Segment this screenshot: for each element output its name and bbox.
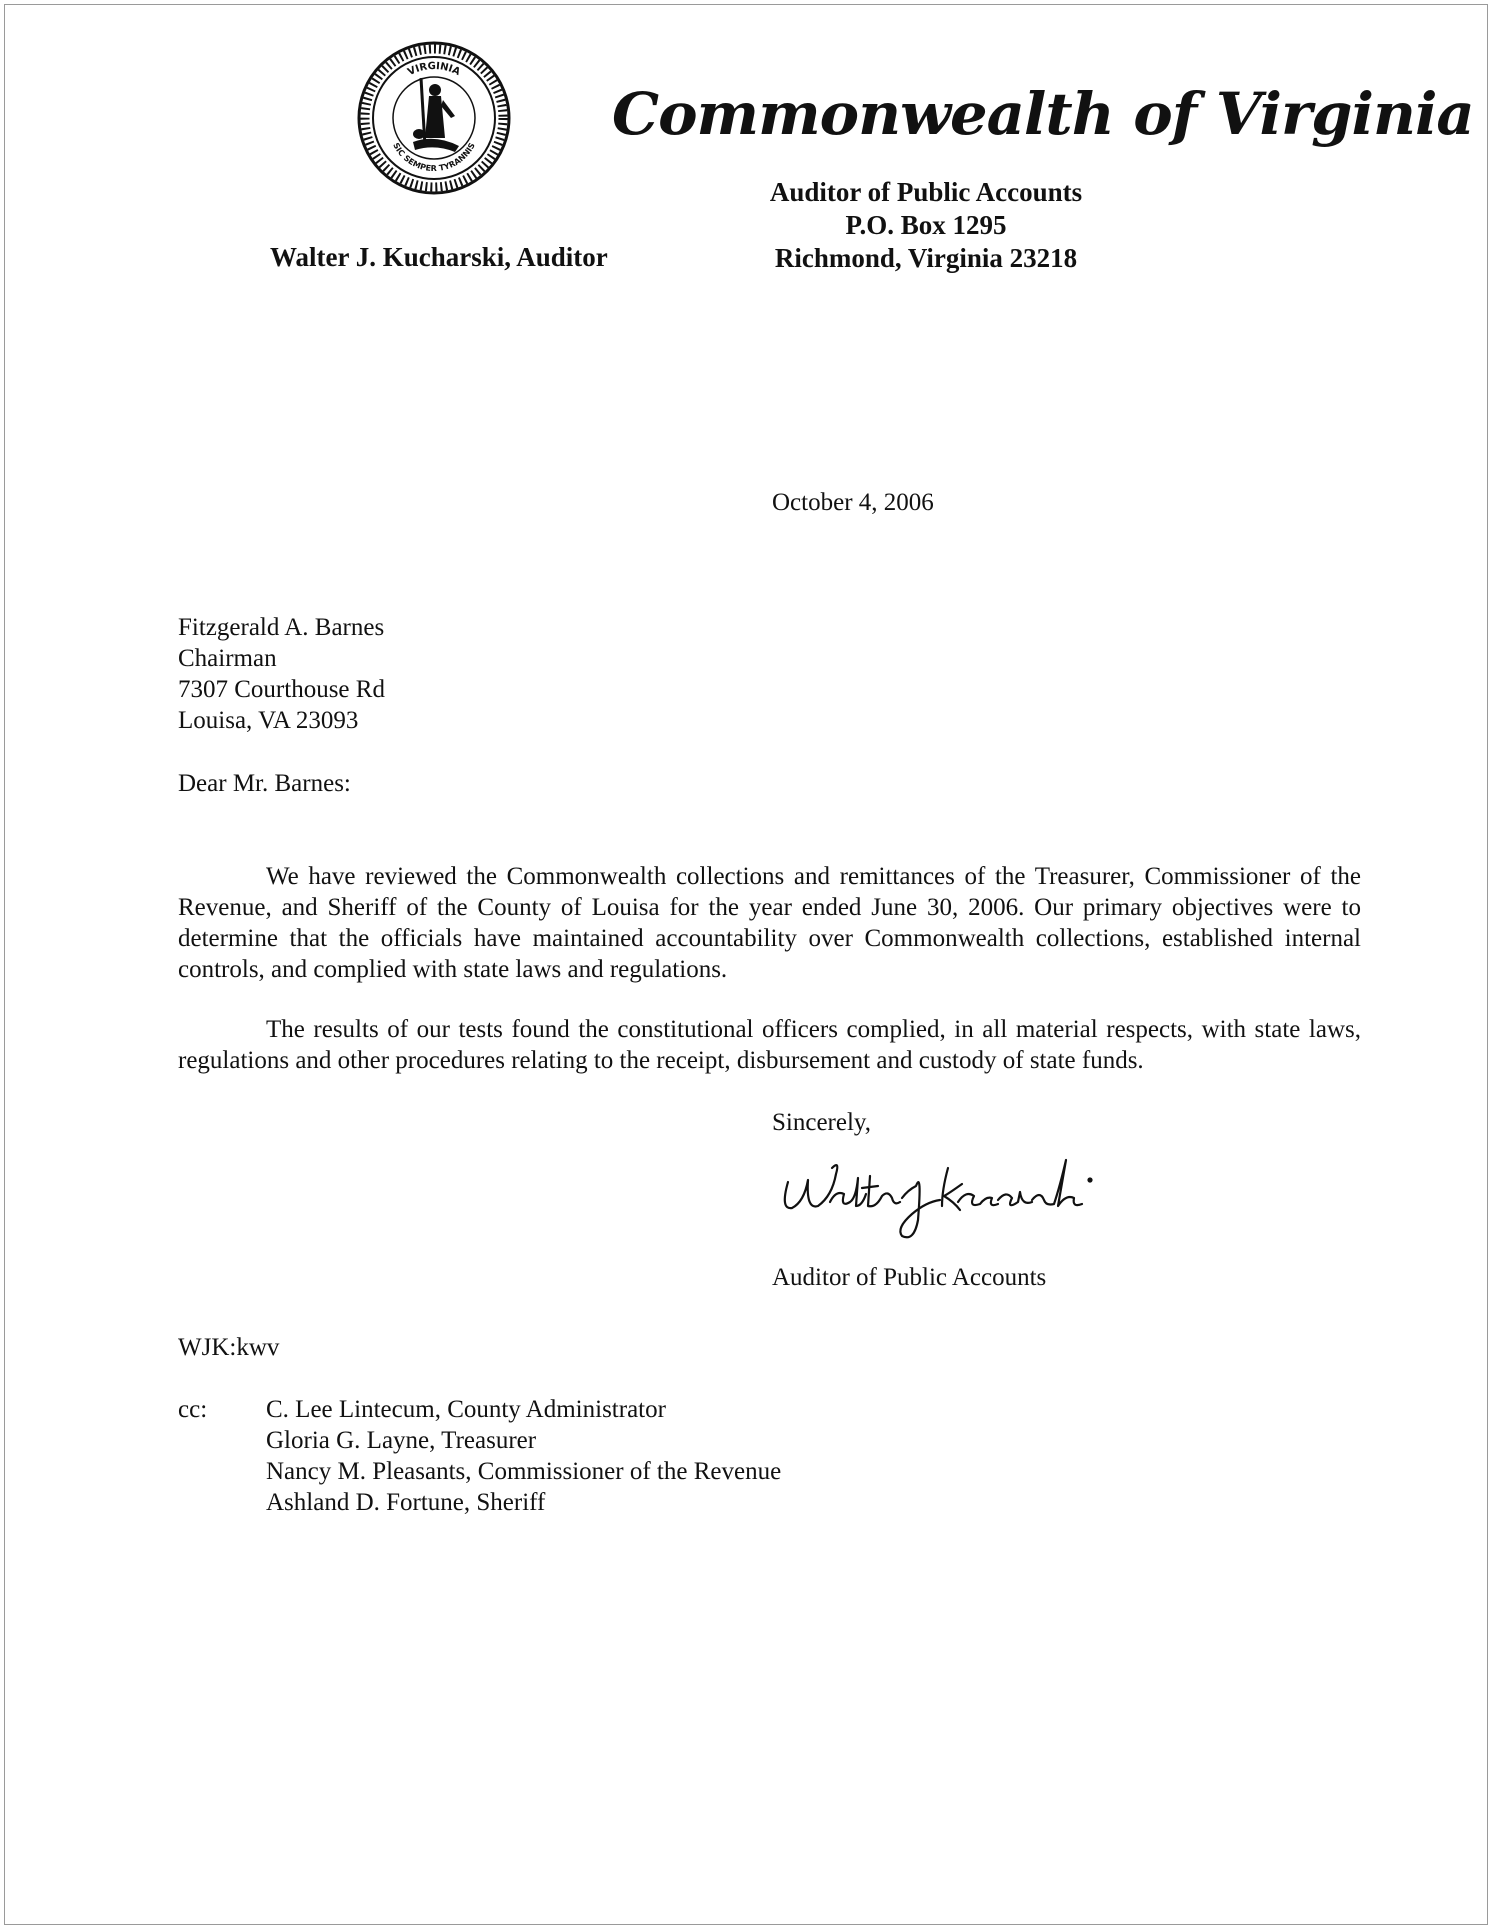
cc-recipient-list [266, 1394, 781, 1518]
virginia-seal-icon [355, 38, 513, 198]
office-address-block [700, 176, 1152, 275]
office-po-box: P.O. Box 1295 [845, 210, 1007, 240]
cc-label: cc: [178, 1396, 208, 1423]
letterhead-title: Commonwealth of Virginia [612, 80, 1474, 148]
recipient-title: Chairman [178, 645, 277, 672]
handwritten-signature-icon [770, 1150, 1100, 1245]
seal-top-text: VIRGINIA [406, 60, 462, 79]
signature-title: Auditor of Public Accounts [772, 1264, 1047, 1291]
paragraph-text: We have reviewed the Commonwealth collections and remittances of the Treasurer, Commissioner of the Revenue, and Sheriff of the County of Louisa for the year ended June 30, 2006. Our primary objectives were to determine that the officials have maintained accountability over Commonwealth collections, established internal controls, and complied with state laws and regulations. [178, 863, 1361, 983]
list-item: C. Lee Lintecum, County Administrator [266, 1396, 666, 1423]
recipient-address [178, 612, 385, 736]
letter-date: October 4, 2006 [772, 489, 934, 516]
office-name: Auditor of Public Accounts [769, 177, 1083, 207]
recipient-street: 7307 Courthouse Rd [178, 676, 385, 703]
salutation: Dear Mr. Barnes: [178, 770, 351, 797]
reference-initials: WJK:kwv [178, 1334, 280, 1361]
recipient-city: Louisa, VA 23093 [178, 707, 359, 734]
recipient-name: Fitzgerald A. Barnes [178, 614, 385, 641]
body-paragraph-2 [178, 1014, 1361, 1076]
list-item: Gloria G. Layne, Treasurer [266, 1427, 537, 1454]
paragraph-text: The results of our tests found the constitutional officers complied, in all material respects, with state laws, regulations and other procedures relating to the receipt, disbursement and custody of state funds. [178, 1016, 1361, 1074]
office-city-state: Richmond, Virginia 23218 [774, 243, 1078, 273]
seal-motto-text: SIC SEMPER TYRANNIS [391, 141, 477, 174]
list-item: Nancy M. Pleasants, Commissioner of the Revenue [266, 1458, 782, 1485]
body-paragraph-1 [178, 861, 1361, 985]
auditor-name: Walter J. Kucharski, Auditor [270, 242, 608, 272]
closing: Sincerely, [772, 1109, 872, 1136]
list-item: Ashland D. Fortune, Sheriff [266, 1489, 546, 1516]
